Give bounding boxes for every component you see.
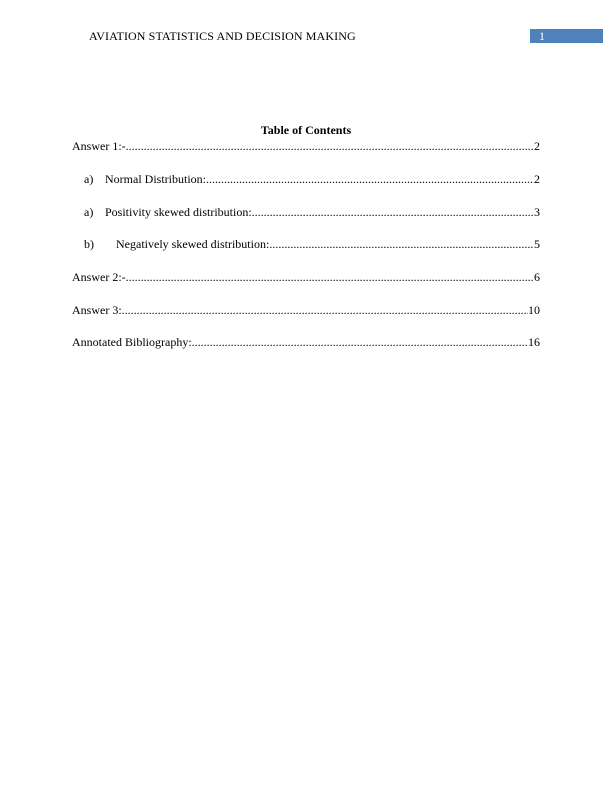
- toc-entry-page: 16: [528, 335, 540, 349]
- toc-entry-label: Positivity skewed distribution:: [105, 205, 252, 219]
- toc-entry-label: Annotated Bibliography:: [72, 335, 192, 349]
- toc-entry-marker: a): [84, 205, 94, 219]
- toc-entry-normal-distribution[interactable]: [84, 172, 540, 186]
- toc-entry-label: Answer 1:-: [72, 139, 126, 153]
- toc-entry-answer-2[interactable]: [72, 270, 540, 284]
- toc-dot-leader: [252, 205, 534, 219]
- toc-entry-page: 6: [534, 270, 540, 284]
- toc-entry-label: Negatively skewed distribution:: [116, 237, 270, 251]
- toc-dot-leader: [206, 172, 534, 186]
- toc-entry-marker: b): [84, 237, 94, 251]
- toc-entry-positivity-skewed[interactable]: [84, 205, 540, 219]
- toc-entry-answer-3[interactable]: [72, 303, 540, 317]
- header-title: AVIATION STATISTICS AND DECISION MAKING: [89, 29, 356, 43]
- toc-entry-page: 2: [534, 139, 540, 153]
- toc-dot-leader: [269, 237, 534, 251]
- toc-entry-page: 10: [528, 303, 540, 317]
- toc-entry-label: Normal Distribution:: [105, 172, 206, 186]
- page-number: 1: [539, 29, 545, 43]
- toc-entry-answer-1[interactable]: [72, 139, 540, 153]
- toc-entry-label: Answer 3:: [72, 303, 122, 317]
- toc-entry-page: 3: [534, 205, 540, 219]
- toc-entry-page: 2: [534, 172, 540, 186]
- toc-entry-annotated-bibliography[interactable]: [72, 335, 540, 349]
- toc-entry-label: Answer 2:-: [72, 270, 126, 284]
- toc-dot-leader: [126, 139, 534, 153]
- toc-entry-negatively-skewed[interactable]: [84, 237, 540, 251]
- page-number-badge: [530, 29, 603, 43]
- toc-entry-page: 5: [534, 237, 540, 251]
- toc-dot-leader: [126, 270, 534, 284]
- toc-heading: Table of Contents: [260, 123, 352, 137]
- toc-entry-marker: a): [84, 172, 94, 186]
- toc-dot-leader: [122, 303, 528, 317]
- toc-dot-leader: [192, 335, 528, 349]
